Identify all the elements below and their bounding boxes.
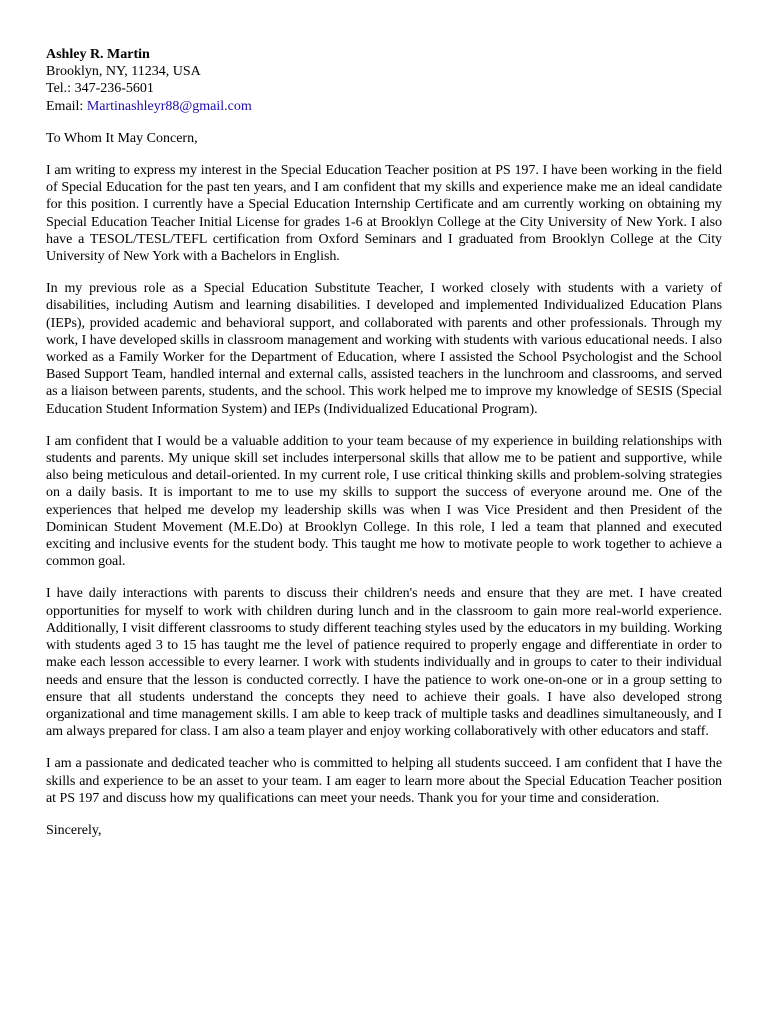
paragraph-team-value: I am confident that I would be a valuable addition to your team because of my experience in building relationships with students and parents. My unique skill set includes interpersonal skills that allow me to be patient and supportive, while also being meticulous and detail-oriented. In my current role, I use critical thinking skills and problem-solving strategies on a daily basis. It is important to me to use my skills to support the success of everyone around me. One of the experiences that helped me develop my leadership skills was when I was Vice President and then President of the Dominican Student Movement (M.E.Do) at Brooklyn College. In this role, I led a team that planned and executed exciting and inclusive events for the student body. This taught me how to motivate people to work together to achieve a common goal. xyxy=(46,433,722,570)
email-label: Email: xyxy=(46,98,87,114)
paragraph-interest: I am writing to express my interest in the Special Education Teacher position at PS 197. I have been working in the field of Special Education for the past ten years, and I am confident that my skills and experience make me an ideal candidate for this position. I currently have a Special Education Internship Certificate and am currently working on obtaining my Special Education Teacher Initial License for grades 1-6 at Brooklyn College at the City University of New York. I also have a TESOL/TESL/TEFL certification from Oxford Seminars and I graduated from Brooklyn College at the City University of New York with a Bachelors in English. xyxy=(46,163,722,265)
cover-letter xyxy=(46,46,722,839)
sender-address: Brooklyn, NY, 11234, USA xyxy=(46,64,201,80)
sender-name: Ashley R. Martin xyxy=(46,47,150,62)
closing: Sincerely, xyxy=(46,822,102,838)
sender-phone: Tel.: 347-236-5601 xyxy=(46,81,154,97)
paragraph-previous-role: In my previous role as a Special Education Substitute Teacher, I worked closely with students with a variety of disabilities, including Autism and learning disabilities. I developed and implemented Individualized Education Plans (IEPs), provided academic and behavioral support, and collaborated with parents and other professionals. Through my work, I have developed skills in classroom management and working with students with various educational needs. I also worked as a Family Worker for the Department of Education, where I assisted the School Psychologist and the School Based Support Team, handled internal and external calls, assisted teachers in the lunchroom and classrooms, and served as a liaison between parents, students, and the school. This work helped me to improve my knowledge of SESIS (Special Education Student Information System) and IEPs (Individualized Educational Program). xyxy=(46,281,722,417)
sender-email-line xyxy=(46,98,722,115)
sender-info xyxy=(46,46,722,115)
salutation: To Whom It May Concern, xyxy=(46,130,198,146)
paragraph-conclusion: I am a passionate and dedicated teacher who is committed to helping all students succeed. I am confident that I have the skills and experience to be an asset to your team. I am eager to learn more about the Special Education Teacher position at PS 197 and discuss how my qualifications can meet your needs. Thank you for your time and consideration. xyxy=(46,756,722,806)
email-link[interactable]: Martinashleyr88@gmail.com xyxy=(86,98,252,114)
paragraph-daily-interactions: I have daily interactions with parents to discuss their children's needs and ensure that they are met. I have created opportunities for myself to work with children during lunch and in the classroom to gain more real-world experience. Additionally, I visit different classrooms to study different teaching styles used by the educators in my building. Working with students aged 3 to 15 has taught me the level of patience required to properly engage and differentiate in order to make each lesson accessible to every learner. I work with students individually and in groups to cater to their individual needs and ensure that the lesson is conducted correctly. I have the patience to work one-on-one or in a group setting to ensure that all students understand the concepts they need to achieve their goals. I have also developed strong organizational and time management skills. I am able to keep track of multiple tasks and deadlines simultaneously, and I am always prepared for class. I am also a team player and enjoy working collaboratively with other educators and staff. xyxy=(46,586,722,740)
